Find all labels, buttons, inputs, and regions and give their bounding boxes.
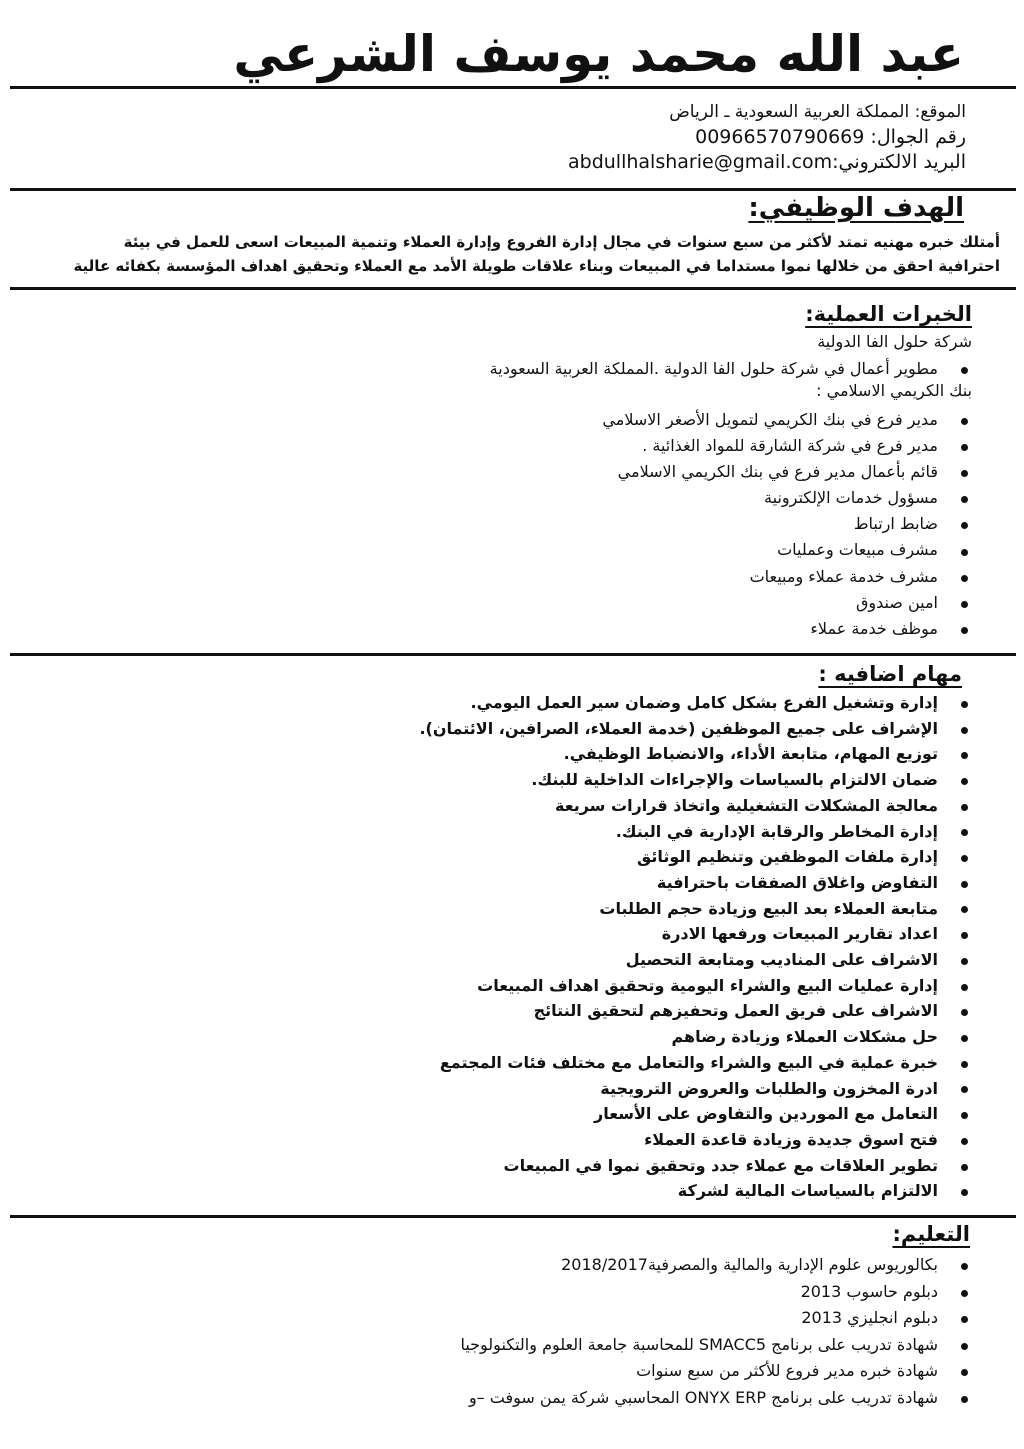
bullet-icon — [961, 804, 968, 811]
bullet-icon — [961, 367, 968, 374]
phone-text: رقم الجوال: 00966570790669 — [695, 126, 966, 148]
bullet-icon — [961, 601, 968, 608]
list-item: اعداد تقارير المبيعات ورفعها الادرة — [419, 921, 968, 947]
bullet-icon — [961, 1396, 968, 1403]
list-item: توزيع المهام، متابعة الأداء، والانضباط الوظيفي. — [419, 741, 968, 767]
bullet-icon — [961, 1112, 968, 1119]
bullet-icon — [961, 522, 968, 529]
list-item: خبرة عملية في البيع والشراء والتعامل مع مختلف فئات المجتمع — [419, 1050, 968, 1076]
divider-contact — [10, 188, 1016, 191]
tasks-title: مهام اضافيه : — [818, 662, 962, 686]
list-item: شهادة تدريب على برنامج ONYX ERP المحاسبي شركة يمن سوفت –و — [460, 1385, 968, 1412]
list-item: الإشراف على جميع الموظفين (خدمة العملاء، الصرافين، الائتمان). — [419, 716, 968, 742]
list-item: الاشراف على فريق العمل وتحفيزهم لتحقيق النتائج — [419, 998, 968, 1024]
bullet-icon — [961, 984, 968, 991]
objective-line-2: احترافية احقق من خلالها نموا مستداما في المبيعات وبناء علاقات طويلة الأمد مع العملاء وتحقيق اهداف المؤسسة بكفائه عالية — [73, 257, 1000, 275]
bullet-icon — [961, 1164, 968, 1171]
bullet-icon — [961, 575, 968, 582]
list-item: إدارة وتشغيل الفرع بشكل كامل وضمان سير العمل اليومي. — [419, 690, 968, 716]
contact-info — [568, 100, 966, 175]
bullet-icon — [961, 1290, 968, 1297]
objective-title: الهدف الوظيفي: — [748, 193, 964, 223]
bullet-icon — [961, 627, 968, 634]
bullet-icon — [961, 1138, 968, 1145]
bullet-icon — [961, 932, 968, 939]
bullet-icon — [961, 906, 968, 913]
bullet-icon — [961, 470, 968, 477]
list-item: امين صندوق — [602, 590, 968, 616]
bullet-icon — [961, 549, 968, 556]
list-item: إدارة المخاطر والرقابة الإدارية في البنك. — [419, 819, 968, 845]
tasks-list — [419, 690, 968, 1204]
bullet-icon — [961, 1086, 968, 1093]
list-item: الاشراف على المناديب ومتابعة التحصيل — [419, 947, 968, 973]
list-item: مشرف مبيعات وعمليات — [602, 537, 968, 563]
list-item: التعامل مع الموردين والتفاوض على الأسعار — [419, 1101, 968, 1127]
bullet-icon — [961, 1316, 968, 1323]
list-item: موظف خدمة عملاء — [602, 616, 968, 642]
list-item: دبلوم انجليزي 2013 — [460, 1305, 968, 1332]
bullet-icon — [961, 855, 968, 862]
education-list — [460, 1252, 968, 1411]
bullet-icon — [961, 496, 968, 503]
list-item: معالجة المشكلات التشغيلية واتخاذ قرارات سريعة — [419, 793, 968, 819]
bullet-icon — [961, 1343, 968, 1350]
list-item: إدارة عمليات البيع والشراء اليومية وتحقيق اهداف المبيعات — [419, 973, 968, 999]
company-2-name: بنك الكريمي الاسلامي : — [816, 381, 972, 400]
bullet-icon — [961, 701, 968, 708]
bullet-icon — [961, 1369, 968, 1376]
list-item: الالتزام بالسياسات المالية لشركة — [419, 1178, 968, 1204]
objective-text — [20, 230, 1000, 278]
divider-tasks — [10, 1215, 1016, 1218]
list-item: التفاوض واغلاق الصفقات باحترافية — [419, 870, 968, 896]
list-item: مشرف خدمة عملاء ومبيعات — [602, 564, 968, 590]
company-1-roles — [490, 356, 968, 382]
list-item: دبلوم حاسوب 2013 — [460, 1279, 968, 1306]
experience-title: الخبرات العملية: — [805, 302, 972, 326]
list-item: حل مشكلات العملاء وزيادة رضاهم — [419, 1024, 968, 1050]
bullet-icon — [961, 1189, 968, 1196]
email-text: البريد الالكتروني:abdullhalsharie@gmail.com — [568, 151, 966, 173]
list-item: ضمان الالتزام بالسياسات والإجراءات الداخلية للبنك. — [419, 767, 968, 793]
bullet-icon — [961, 829, 968, 836]
list-item: فتح اسوق جديدة وزيادة قاعدة العملاء — [419, 1127, 968, 1153]
bullet-icon — [961, 1009, 968, 1016]
bullet-icon — [961, 1035, 968, 1042]
company-2-roles — [602, 407, 968, 642]
list-item: تطوير العلاقات مع عملاء جدد وتحقيق نموا في المبيعات — [419, 1153, 968, 1179]
list-item: متابعة العملاء بعد البيع وزيادة حجم الطلبات — [419, 896, 968, 922]
bullet-icon — [961, 958, 968, 965]
objective-line-1: أمتلك خبره مهنيه تمتد لأكثر من سبع سنوات في مجال إدارة الفروع وإدارة العملاء وتنمية المبيعات اسعى للعمل في بيئة — [123, 233, 1000, 251]
list-item: ضابط ارتباط — [602, 511, 968, 537]
list-item: مدير فرع في شركة الشارقة للمواد الغذائية . — [602, 433, 968, 459]
divider-experience — [10, 653, 1016, 656]
list-item: شهادة خبره مدير فروع للأكثر من سبع سنوات — [460, 1358, 968, 1385]
list-item: مطوير أعمال في شركة حلول الفا الدولية .المملكة العربية السعودية — [490, 356, 968, 382]
list-item: مسؤول خدمات الإلكترونية — [602, 485, 968, 511]
bullet-icon — [961, 444, 968, 451]
location-text: الموقع: المملكة العربية السعودية ـ الرياض — [669, 102, 966, 122]
bullet-icon — [961, 727, 968, 734]
education-title: التعليم: — [892, 1222, 970, 1246]
company-1-name: شركة حلول الفا الدولية — [817, 332, 972, 351]
list-item: شهادة تدريب على برنامج SMACC5 للمحاسبة جامعة العلوم والتكنولوجيا — [460, 1332, 968, 1359]
list-item: بكالوريوس علوم الإدارية والمالية والمصرفية2018/2017 — [460, 1252, 968, 1279]
divider-header — [10, 86, 1016, 89]
list-item: إدارة ملفات الموظفين وتنظيم الوثائق — [419, 844, 968, 870]
bullet-icon — [961, 752, 968, 759]
bullet-icon — [961, 1263, 968, 1270]
bullet-icon — [961, 778, 968, 785]
bullet-icon — [961, 881, 968, 888]
list-item: ادرة المخزون والطلبات والعروض الترويجية — [419, 1076, 968, 1102]
bullet-icon — [961, 1061, 968, 1068]
list-item: مدير فرع في بنك الكريمي لتمويل الأصغر الاسلامي — [602, 407, 968, 433]
bullet-icon — [961, 418, 968, 425]
list-item: قائم بأعمال مدير فرع في بنك الكريمي الاسلامي — [602, 459, 968, 485]
divider-objective — [10, 287, 1016, 290]
candidate-name: عبد الله محمد يوسف الشرعي — [233, 25, 964, 83]
